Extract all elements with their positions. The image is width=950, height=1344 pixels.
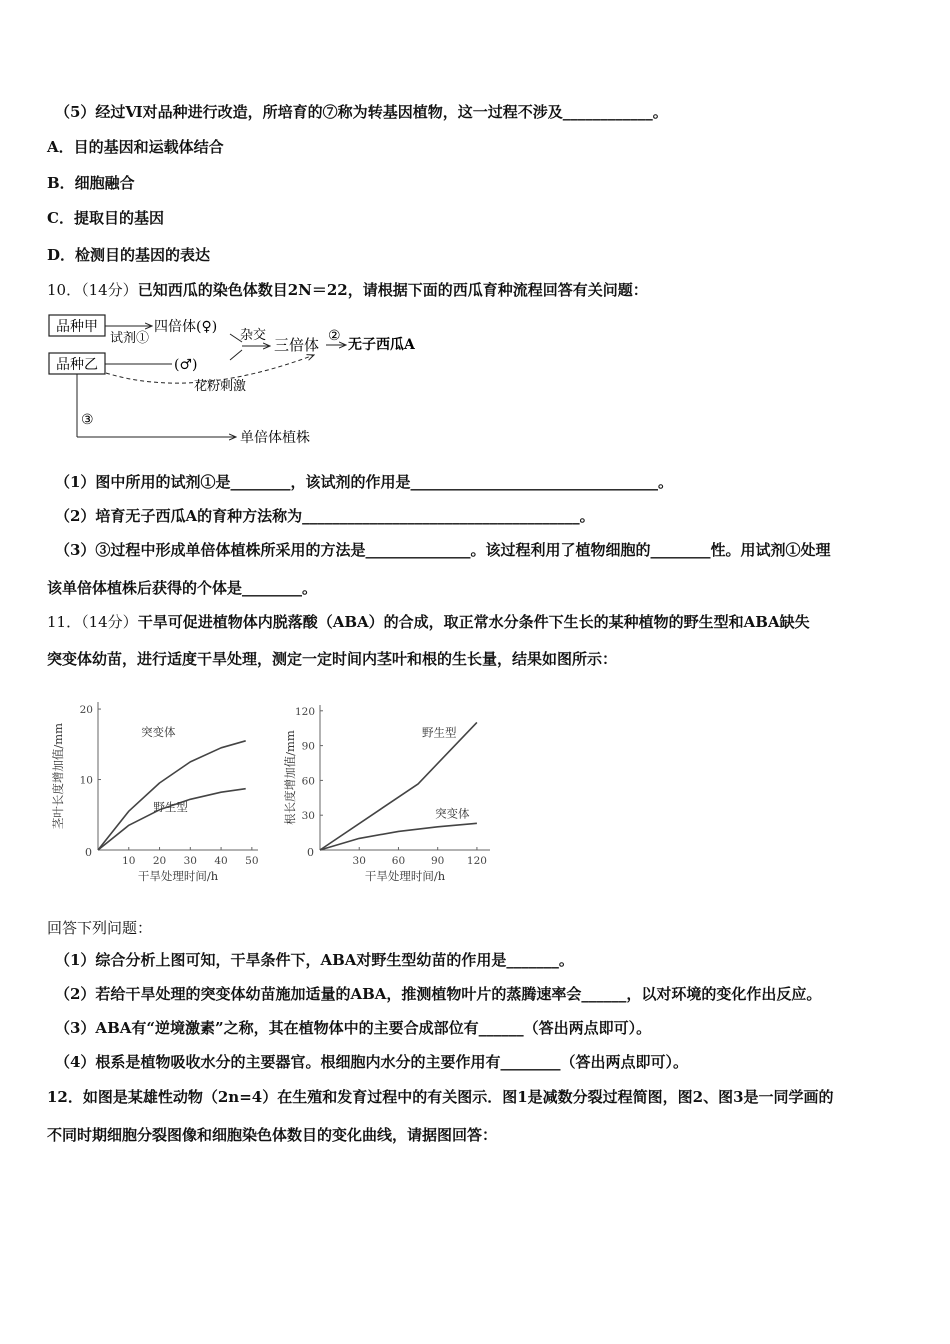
label-pollen: 花粉刺激 <box>194 379 247 394</box>
x-tick-label: 120 <box>466 855 487 867</box>
label-cross: 杂交 <box>240 328 267 343</box>
x-tick-label: 50 <box>245 855 259 867</box>
y-tick-label: 90 <box>301 740 315 753</box>
label-jia: 品种甲 <box>56 319 98 335</box>
label-step2: ② <box>328 328 341 344</box>
y-axis-label: 茎叶长度增加值/mm <box>51 722 65 830</box>
x-tick-label: 60 <box>391 855 406 867</box>
x-tick-label: 40 <box>214 855 228 867</box>
x-tick-label: 90 <box>431 855 445 867</box>
q9-part5: （5）经过Ⅵ对品种进行改造，所培育的⑦称为转基因植物，这一过程不涉及____________。 <box>55 103 668 121</box>
y-tick-label: 10 <box>79 774 93 787</box>
y-tick-label: 20 <box>79 704 93 717</box>
series-line <box>98 741 246 850</box>
q10-part1: （1）图中所用的试剂①是________，该试剂的作用是_________________________________。 <box>55 473 673 491</box>
label-male: (♂) <box>174 357 198 373</box>
label-haploid: 单倍体植株 <box>240 430 310 446</box>
label-yi: 品种乙 <box>56 357 98 373</box>
y-tick-label: 120 <box>294 705 315 718</box>
y-tick-label: 60 <box>301 775 315 788</box>
y-axis-label: 根长度增加值/mm <box>283 730 297 825</box>
q11-part3: （3）ABA有“逆境激素”之称，其在植物体中的主要合成部位有______（答出两点即可）。 <box>55 1019 652 1037</box>
chart-stem-leaf-growth <box>48 688 268 888</box>
series-label: 突变体 <box>435 806 470 821</box>
x-tick-label: 10 <box>122 855 136 867</box>
origin-label: 0 <box>307 846 314 859</box>
series-line <box>98 789 246 850</box>
label-seedless: 无子西瓜A <box>348 337 415 353</box>
q10-number: 10．（14分） <box>47 281 138 299</box>
chart-root-growth <box>282 688 502 888</box>
option-d: D．检测目的基因的表达 <box>47 246 211 264</box>
x-tick-label: 20 <box>152 855 167 867</box>
q11-stem-line1 <box>47 612 810 632</box>
x-tick-label: 30 <box>183 855 197 867</box>
series-label: 突变体 <box>141 724 176 739</box>
q12-line2: 不同时期细胞分裂图像和细胞染色体数目的变化曲线，请据图回答： <box>47 1126 498 1144</box>
origin-label: 0 <box>85 846 92 859</box>
q11-stem-line2: 突变体幼苗，进行适度干旱处理，测定一定时间内茎叶和根的生长量，结果如图所示： <box>47 650 618 668</box>
q11-part4: （4）根系是植物吸收水分的主要器官。根细胞内水分的主要作用有________（答出两点即可）。 <box>55 1053 688 1071</box>
line-cross-bottom <box>230 350 242 360</box>
label-reagent: 试剂① <box>110 331 150 346</box>
q10-stem <box>47 280 648 300</box>
y-tick-label: 30 <box>301 810 315 823</box>
x-axis-label: 干旱处理时间/h <box>364 869 446 883</box>
label-triploid: 三倍体 <box>274 336 320 354</box>
q11-stem-text: 干旱可促进植物体内脱落酸（ABA）的合成，取正常水分条件下生长的某种植物的野生型和ABA缺失 <box>137 613 810 631</box>
q11-part1: （1）综合分析上图可知，干旱条件下，ABA对野生型幼苗的作用是_______。 <box>55 951 574 969</box>
watermelon-breeding-diagram <box>44 310 415 460</box>
q10-stem-text: 已知西瓜的染色体数目2N＝22，请根据下面的西瓜育种流程回答有关问题： <box>137 281 648 299</box>
q10-part3-line2: 该单倍体植株后获得的个体是________。 <box>47 579 318 597</box>
option-a: A．目的基因和运载体结合 <box>47 138 224 156</box>
option-c: C．提取目的基因 <box>47 209 164 227</box>
q11-number: 11．（14分） <box>47 613 138 631</box>
label-tetraploid: 四倍体(♀) <box>154 319 218 335</box>
label-step3: ③ <box>81 412 94 428</box>
q12-line1: 12．如图是某雄性动物（2n=4）在生殖和发育过程中的有关图示．图1是减数分裂过程简图，图2、图3是一同学画的 <box>47 1088 834 1106</box>
series-label: 野生型 <box>422 725 457 740</box>
series-line <box>320 823 477 850</box>
series-label: 野生型 <box>153 800 188 815</box>
option-b: B．细胞融合 <box>47 174 135 192</box>
q10-part3-line1: （3）③过程中形成单倍体植株所采用的方法是______________。该过程利用了植物细胞的________性。用试剂①处理 <box>55 541 831 559</box>
q11-part2: （2）若给干旱处理的突变体幼苗施加适量的ABA，推测植物叶片的蒸腾速率会______，以对环境的变化作出反应。 <box>55 985 822 1003</box>
answer-intro: 回答下列问题： <box>47 919 153 937</box>
q10-part2: （2）培育无子西瓜A的育种方法称为_____________________________________。 <box>55 507 595 525</box>
x-axis-label: 干旱处理时间/h <box>137 869 219 883</box>
x-tick-label: 30 <box>352 855 366 867</box>
